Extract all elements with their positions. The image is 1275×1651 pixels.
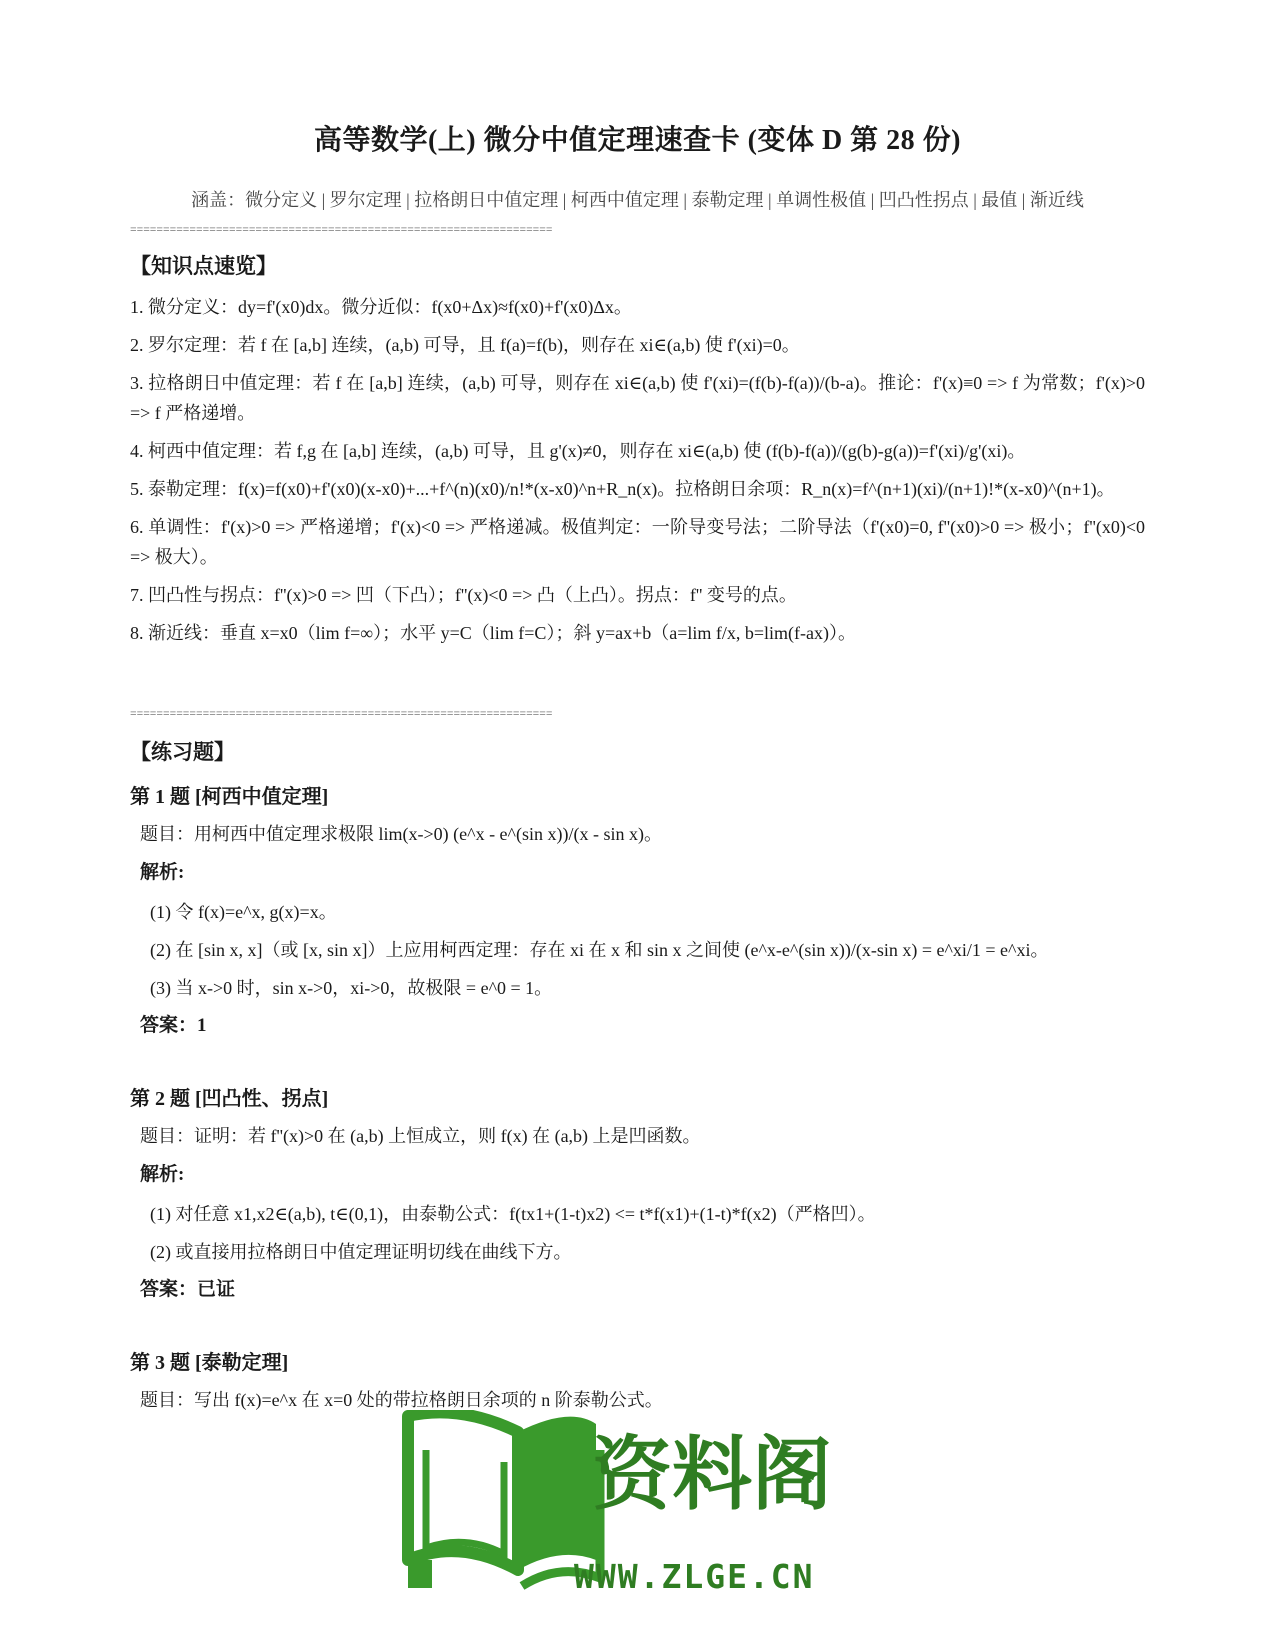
exercise-2-step: (2) 或直接用拉格朗日中值定理证明切线在曲线下方。 <box>150 1242 572 1262</box>
exercise-1-answer: 答案：1 <box>140 1015 207 1036</box>
exercise-2-step: (1) 对任意 x1,x2∈(a,b), t∈(0,1)，由泰勒公式：f(tx1+(1-t)x2) <= t*f(x1)+(1-t)*f(x2)（严格凹）。 <box>150 1204 876 1224</box>
knowledge-item: 1. 微分定义：dy=f'(x0)dx。微分近似：f(x0+Δx)≈f(x0)+f'(x0)Δx。 <box>130 297 632 317</box>
divider-top: ================================================================ <box>130 226 553 236</box>
book-icon <box>408 1412 600 1588</box>
knowledge-section <box>130 250 1145 656</box>
page-subtitle: 涵盖：微分定义 | 罗尔定理 | 拉格朗日中值定理 | 柯西中值定理 | 泰勒定理 | 单调性极值 | 凹凸性拐点 | 最值 | 渐近线 <box>191 190 1084 210</box>
exercise-1-step: (3) 当 x->0 时，sin x->0，xi->0，故极限 = e^0 = 1。 <box>150 978 553 998</box>
exercise-1 <box>130 780 1145 1041</box>
exercise-1-step: (2) 在 [sin x, x]（或 [x, sin x]）上应用柯西定理：存在 xi 在 x 和 sin x 之间使 (e^x-e^(sin x))/(x-sin x) = e^xi/1 = e^xi。 <box>150 940 1049 960</box>
knowledge-item: 7. 凹凸性与拐点：f''(x)>0 => 凹（下凸）；f''(x)<0 => 凸（上凸）。拐点：f'' 变号的点。 <box>130 585 797 605</box>
exercise-2 <box>130 1082 1145 1305</box>
knowledge-item: 3. 拉格朗日中值定理：若 f 在 [a,b] 连续，(a,b) 可导，则存在 xi∈(a,b) 使 f'(xi)=(f(b)-f(a))/(b-a)。推论：f'(x)≡0 => f 为常数；f'(x)>0 => f 严格递增。 <box>130 373 1145 423</box>
exercise-3 <box>130 1346 1145 1415</box>
exercises-section <box>130 736 1145 1424</box>
exercises-heading: 【练习题】 <box>130 740 235 764</box>
exercise-1-step: (1) 令 f(x)=e^x, g(x)=x。 <box>150 902 337 922</box>
exercise-1-analysis-label: 解析: <box>140 862 185 883</box>
knowledge-heading: 【知识点速览】 <box>130 254 277 278</box>
exercise-1-title: 第 1 题 [柯西中值定理] <box>130 786 329 808</box>
watermark-url: WWW.ZLGE.CN <box>574 1557 815 1595</box>
exercise-3-question: 题目：写出 f(x)=e^x 在 x=0 处的带拉格朗日余项的 n 阶泰勒公式。 <box>140 1390 663 1410</box>
page-title: 高等数学(上) 微分中值定理速查卡 (变体 D 第 28 份) <box>313 125 962 156</box>
exercise-2-question: 题目：证明：若 f''(x)>0 在 (a,b) 上恒成立，则 f(x) 在 (a,b) 上是凹函数。 <box>140 1126 701 1146</box>
exercise-3-title: 第 3 题 [泰勒定理] <box>130 1352 289 1374</box>
watermark-logo <box>400 1410 870 1595</box>
exercise-2-analysis-label: 解析: <box>140 1164 185 1185</box>
knowledge-item: 8. 渐近线：垂直 x=x0（lim f=∞）；水平 y=C（lim f=C）；斜 y=ax+b（a=lim f/x, b=lim(f-ax)）。 <box>130 623 856 643</box>
exercise-2-title: 第 2 题 [凹凸性、拐点] <box>130 1088 329 1110</box>
knowledge-item: 4. 柯西中值定理：若 f,g 在 [a,b] 连续，(a,b) 可导，且 g'(x)≠0，则存在 xi∈(a,b) 使 (f(b)-f(a))/(g(b)-g(a))=f'(xi)/g'(xi)。 <box>130 441 1026 461</box>
exercise-2-answer: 答案：已证 <box>140 1279 236 1300</box>
knowledge-item: 5. 泰勒定理：f(x)=f(x0)+f'(x0)(x-x0)+...+f^(n)(x0)/n!*(x-x0)^n+R_n(x)。拉格朗日余项：R_n(x)=f^(n+1)(xi)/(n+1)!*(x-x0)^(n+1)。 <box>130 479 1115 499</box>
exercise-1-question: 题目：用柯西中值定理求极限 lim(x->0) (e^x - e^(sin x))/(x - sin x)。 <box>140 824 662 844</box>
knowledge-item: 6. 单调性：f'(x)>0 => 严格递增；f'(x)<0 => 严格递减。极值判定：一阶导变号法；二阶导法（f'(x0)=0, f''(x0)>0 => 极小；f''(x0)<0 => 极大）。 <box>130 517 1145 567</box>
divider-middle: ================================================================ <box>130 710 553 720</box>
watermark-text: 资料阁 <box>592 1428 832 1521</box>
knowledge-item: 2. 罗尔定理：若 f 在 [a,b] 连续，(a,b) 可导，且 f(a)=f(b)，则存在 xi∈(a,b) 使 f'(xi)=0。 <box>130 335 800 355</box>
